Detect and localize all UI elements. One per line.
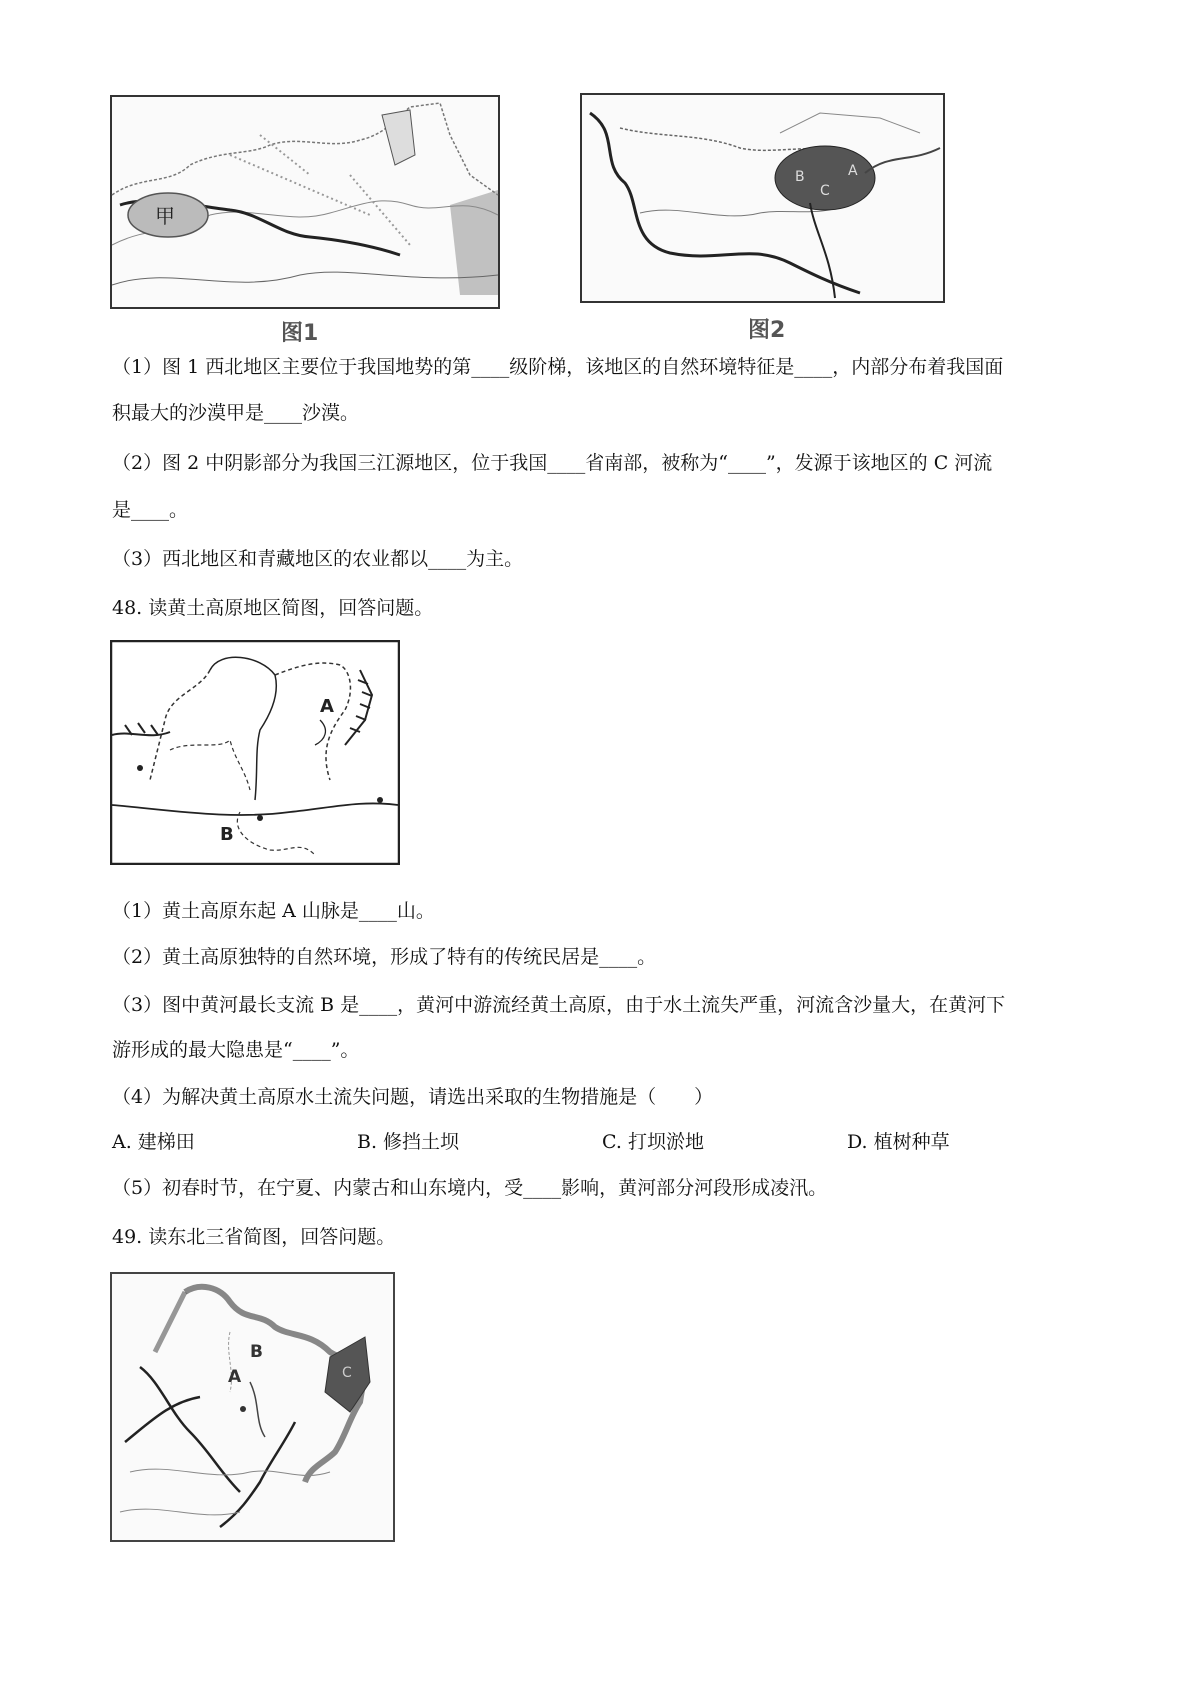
- option-a[interactable]: A. 建梯田: [112, 1131, 195, 1153]
- figure-1-caption: 图1: [281, 321, 319, 346]
- label-a: A: [228, 1367, 242, 1387]
- label-jia: 甲: [155, 204, 175, 228]
- q47-part2-line2: 是____。: [112, 499, 189, 521]
- q49-title: 49. 读东北三省简图，回答问题。: [112, 1226, 396, 1248]
- q47-part1-line2: 积最大的沙漠甲是____沙漠。: [112, 402, 360, 424]
- q47-part1-line1: （1）图 1 西北地区主要位于我国地势的第____级阶梯，该地区的自然环境特征是____，内部分布着我国面: [112, 356, 1004, 378]
- label-a: A: [848, 163, 858, 179]
- figure-northeast-map: [110, 1272, 395, 1542]
- q48-part4: （4）为解决黄土高原水土流失问题，请选出采取的生物措施是（ ）: [112, 1086, 714, 1108]
- q48-part1: （1）黄土高原东起 A 山脉是____山。: [112, 900, 435, 922]
- figure-2-caption: 图2: [748, 318, 786, 343]
- figure-loess-plateau-map: [110, 640, 400, 865]
- label-c: C: [820, 183, 830, 199]
- q47-part2-line1: （2）图 2 中阴影部分为我国三江源地区，位于我国____省南部，被称为“____”，发源于该地区的 C 河流: [112, 452, 993, 474]
- option-b[interactable]: B. 修挡土坝: [357, 1131, 460, 1153]
- label-b: B: [220, 824, 234, 845]
- figure-2-map: [580, 93, 945, 303]
- option-c[interactable]: C. 打坝淤地: [602, 1131, 704, 1153]
- option-d[interactable]: D. 植树种草: [847, 1131, 950, 1153]
- q48-part3-line2: 游形成的最大隐患是“____”。: [112, 1039, 360, 1061]
- label-b: B: [250, 1342, 263, 1362]
- q47-part3: （3）西北地区和青藏地区的农业都以____为主。: [112, 548, 524, 570]
- q48-part2: （2）黄土高原独特的自然环境，形成了特有的传统民居是____。: [112, 946, 657, 968]
- q48-title: 48. 读黄土高原地区简图，回答问题。: [112, 597, 434, 619]
- q48-part5: （5）初春时节，在宁夏、内蒙古和山东境内，受____影响，黄河部分河段形成凌汛。: [112, 1177, 828, 1199]
- label-a: A: [320, 696, 334, 717]
- label-c: C: [342, 1365, 352, 1381]
- figure-1-map: [110, 95, 500, 310]
- q48-part3-line1: （3）图中黄河最长支流 B 是____，黄河中游流经黄土高原，由于水土流失严重，河流含沙量大，在黄河下: [112, 994, 1006, 1016]
- label-b: B: [795, 169, 805, 185]
